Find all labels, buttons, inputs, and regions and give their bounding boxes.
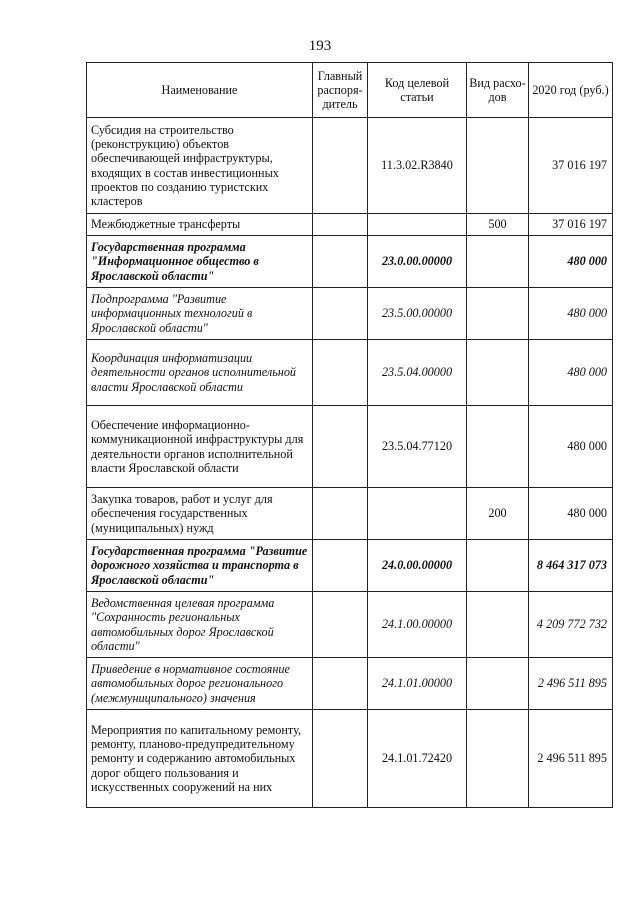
cell-name: Обеспечение информационно-коммуникационной инфраструктуры для деятельности органов исполнительной власти Ярославской области: [87, 406, 313, 488]
cell-owner: [313, 592, 368, 658]
cell-amount: 480 000: [529, 340, 613, 406]
cell-name: Государственная программа "Развитие дорожного хозяйства и транспорта в Ярославской области": [87, 540, 313, 592]
cell-expense: [467, 236, 529, 288]
cell-owner: [313, 488, 368, 540]
cell-expense: 500: [467, 214, 529, 236]
cell-amount: 4 209 772 732: [529, 592, 613, 658]
cell-code: 23.5.04.00000: [368, 340, 467, 406]
cell-code: 24.1.01.00000: [368, 658, 467, 710]
cell-name: Ведомственная целевая программа "Сохранность региональных автомобильных дорог Ярославской области": [87, 592, 313, 658]
cell-owner: [313, 214, 368, 236]
cell-name: Мероприятия по капитальному ремонту, ремонту, планово-предупредительному ремонту и содержанию автомобильных дорог общего пользования и искусственных сооружений на них: [87, 710, 313, 808]
table-row: [87, 288, 613, 340]
cell-owner: [313, 658, 368, 710]
cell-owner: [313, 710, 368, 808]
cell-name: Субсидия на строительство (реконструкцию) объектов обеспечивающей инфраструктуры, входящих в состав инвестиционных проектов по созданию туристских кластеров: [87, 118, 313, 214]
cell-name: Межбюджетные трансферты: [87, 214, 313, 236]
table-row: [87, 236, 613, 288]
cell-code: 23.0.00.00000: [368, 236, 467, 288]
cell-amount: 37 016 197: [529, 214, 613, 236]
table-row: [87, 340, 613, 406]
cell-code: 24.1.01.72420: [368, 710, 467, 808]
table-row: [87, 658, 613, 710]
cell-owner: [313, 406, 368, 488]
cell-expense: [467, 540, 529, 592]
cell-expense: 200: [467, 488, 529, 540]
table-body: [87, 118, 613, 808]
header-code: Код целевой статьи: [368, 63, 467, 118]
cell-amount: 480 000: [529, 406, 613, 488]
table-row: [87, 214, 613, 236]
cell-owner: [313, 236, 368, 288]
cell-code: [368, 488, 467, 540]
cell-amount: 480 000: [529, 288, 613, 340]
table-row: [87, 118, 613, 214]
cell-expense: [467, 118, 529, 214]
cell-code: 11.3.02.R3840: [368, 118, 467, 214]
cell-expense: [467, 406, 529, 488]
cell-expense: [467, 710, 529, 808]
cell-expense: [467, 288, 529, 340]
cell-name: Подпрограмма "Развитие информационных технологий в Ярославской области": [87, 288, 313, 340]
cell-name: Государственная программа "Информационное общество в Ярославской области": [87, 236, 313, 288]
cell-amount: 480 000: [529, 236, 613, 288]
cell-amount: 8 464 317 073: [529, 540, 613, 592]
cell-code: 23.5.04.77120: [368, 406, 467, 488]
cell-code: [368, 214, 467, 236]
cell-amount: 480 000: [529, 488, 613, 540]
cell-code: 24.1.00.00000: [368, 592, 467, 658]
cell-name: Приведение в нормативное состояние автомобильных дорог регионального (межмуниципального) значения: [87, 658, 313, 710]
cell-owner: [313, 118, 368, 214]
table-row: [87, 540, 613, 592]
cell-name: Координация информатизации деятельности органов исполнительной власти Ярославской области: [87, 340, 313, 406]
table-header-row: [87, 63, 613, 118]
cell-code: 23.5.00.00000: [368, 288, 467, 340]
header-owner: Главный распоря-дитель: [313, 63, 368, 118]
cell-owner: [313, 288, 368, 340]
table-row: [87, 406, 613, 488]
table-row: [87, 710, 613, 808]
cell-amount: 2 496 511 895: [529, 710, 613, 808]
cell-expense: [467, 592, 529, 658]
cell-amount: 2 496 511 895: [529, 658, 613, 710]
header-amount: 2020 год (руб.): [529, 63, 613, 118]
cell-name: Закупка товаров, работ и услуг для обеспечения государственных (муниципальных) нужд: [87, 488, 313, 540]
cell-owner: [313, 540, 368, 592]
header-expense: Вид расхо-дов: [467, 63, 529, 118]
header-name: Наименование: [87, 63, 313, 118]
cell-amount: 37 016 197: [529, 118, 613, 214]
cell-expense: [467, 658, 529, 710]
cell-code: 24.0.00.00000: [368, 540, 467, 592]
budget-table: [86, 62, 613, 808]
cell-expense: [467, 340, 529, 406]
table-row: [87, 488, 613, 540]
page-number: 193: [308, 38, 332, 54]
table-row: [87, 592, 613, 658]
cell-owner: [313, 340, 368, 406]
